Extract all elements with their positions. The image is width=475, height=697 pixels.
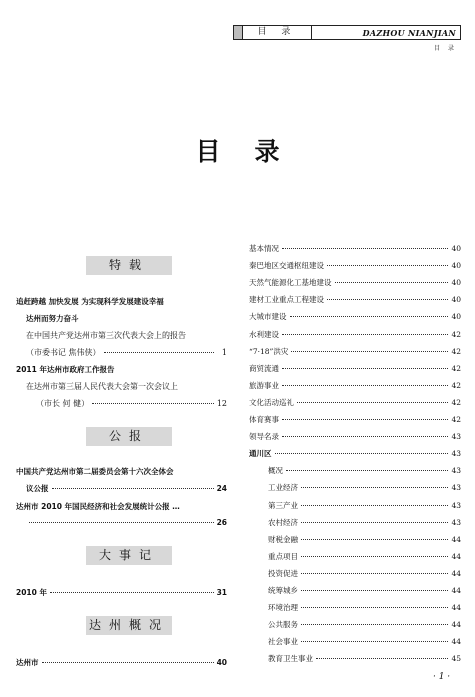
special-entry-2-page: 12 [216,399,227,408]
overview-entry-row[interactable] [16,657,227,668]
leader-dots [290,316,449,317]
toc-row-page: 42 [451,380,461,390]
toc-row[interactable] [249,329,461,340]
toc-row-label: 大城市建设 [249,312,287,322]
leader-dots [282,436,448,437]
district-row-page: 45 [451,654,461,664]
toc-row[interactable] [249,397,461,408]
toc-row-label: 商贸流通 [249,363,279,373]
toc-row[interactable] [249,346,461,357]
toc-row-label: 旅游事业 [249,380,279,390]
special-entry-1-subtitle: 在中国共产党达州市第三次代表大会上的报告 [26,331,186,340]
district-heading-label: 通川区 [249,449,272,459]
section-events: 大事记 [86,546,172,565]
leader-dots [282,385,448,386]
district-row[interactable] [268,517,461,528]
section-overview: 达州概况 [86,616,172,635]
bulletin-entry-1-b: 议公报 [26,484,49,493]
toc-row-label: 天然气能源化工基地建设 [249,278,332,288]
special-entry-1-author: （市委书记 焦伟侠） [26,348,101,357]
toc-row-page: 42 [451,415,461,424]
district-row-label: 第三产业 [268,500,298,510]
running-header [233,25,461,40]
district-row-page: 43 [451,483,461,493]
events-entry-row[interactable] [16,587,227,598]
header-label: 目 录 [243,26,312,39]
district-row-label: 重点项目 [268,551,298,561]
toc-row-label: 秦巴地区交通枢纽建设 [249,261,324,271]
toc-row[interactable] [249,243,461,254]
district-row[interactable] [268,500,461,511]
toc-row-label: 文化活动巡礼 [249,397,294,407]
toc-row[interactable] [249,431,461,442]
leader-dots [297,402,448,403]
toc-row-label: 水利建设 [249,329,279,339]
toc-row-label: 领导名录 [249,432,279,442]
district-row[interactable] [268,585,461,596]
district-row-label: 统筹城乡 [268,586,298,595]
district-row-label: 财税金融 [268,534,298,544]
bulletin-entry-1-row[interactable] [26,483,227,494]
district-row[interactable] [268,619,461,630]
district-row-page: 44 [451,568,461,578]
district-row-page: 44 [451,637,461,647]
toc-row-page: 42 [451,329,461,339]
leader-dots [291,351,448,352]
bulletin-entry-2-row[interactable] [26,518,227,527]
district-row-label: 社会事业 [268,637,298,647]
special-entry-1-page: 1 [221,348,227,357]
toc-row-page: 40 [451,312,461,322]
toc-row-page: 42 [451,346,461,356]
leader-dots [286,470,448,471]
special-entry-2-subtitle: 在达州市第三届人民代表大会第一次会议上 [26,382,178,391]
bulletin-entry-1-a: 中国共产党达州市第二届委员会第十六次全体会 [16,467,174,476]
district-row-page: 44 [451,534,461,544]
leader-dots [301,573,448,574]
leader-dots [316,658,448,659]
toc-row-page: 40 [451,244,461,253]
toc-row-label: “7·18”洪灾 [249,346,289,356]
leader-dots [301,607,448,608]
events-entry-label: 2010 年 [16,588,47,597]
special-entry-2-author-row[interactable] [36,398,227,409]
header-marker [234,26,243,39]
district-heading[interactable] [249,448,461,459]
leader-dots [50,592,214,593]
district-row-label: 公共服务 [268,620,298,630]
leader-dots [301,539,448,540]
leader-dots [301,641,448,642]
district-row-label: 工业经济 [268,483,298,493]
leader-dots [92,403,214,404]
page-title: 目录 [195,137,314,166]
leader-dots [301,522,448,523]
leader-dots [282,334,448,335]
leader-dots [104,352,214,353]
page-number: · 1 · [433,672,451,682]
leader-dots [42,662,214,663]
district-row-label: 教育卫生事业 [268,654,313,664]
leader-dots [282,419,448,420]
toc-row-label: 基本情况 [249,244,279,253]
district-row-page: 43 [451,517,461,527]
toc-row[interactable] [249,414,461,425]
toc-row[interactable] [249,311,461,322]
district-row[interactable] [268,636,461,647]
district-row[interactable] [268,568,461,579]
leader-dots [327,265,448,266]
toc-row-page: 40 [451,278,461,288]
bulletin-entry-2-a: 达州市 2010 年国民经济和社会发展统计公报 … [16,502,180,511]
special-entry-1-author-row[interactable] [26,347,227,358]
toc-row-page: 40 [451,295,461,305]
bulletin-entry-1-page: 24 [216,484,227,493]
section-special: 特载 [86,256,172,275]
toc-row-label: 建材工业重点工程建设 [249,295,324,305]
district-row-page: 44 [451,620,461,630]
leader-dots [29,522,214,523]
special-entry-2-author: （市长 何 健） [36,399,90,408]
toc-row[interactable] [249,294,461,305]
overview-entry-page: 40 [216,658,227,667]
district-row-label: 农村经济 [268,517,298,527]
toc-row[interactable] [249,277,461,288]
district-row-page: 44 [451,603,461,613]
toc-row-page: 43 [451,432,461,442]
section-bulletin: 公报 [86,427,172,446]
district-row[interactable] [268,465,461,476]
district-heading-page: 43 [451,449,461,459]
district-row-page: 43 [451,500,461,510]
leader-dots [282,368,448,369]
leader-dots [301,505,448,506]
district-row[interactable] [268,551,461,562]
district-row[interactable] [268,534,461,545]
toc-row[interactable] [249,380,461,391]
district-row-page: 43 [451,466,461,476]
bulletin-entry-2-page: 26 [216,518,227,527]
overview-entry-label: 达州市 [16,658,39,667]
leader-dots [301,590,448,591]
district-row[interactable] [268,482,461,493]
header-subtitle: 目 录 [434,45,457,52]
district-row-label: 投资促进 [268,568,298,578]
toc-row-label: 体育赛事 [249,415,279,424]
toc-row[interactable] [249,363,461,374]
leader-dots [327,299,448,300]
district-row[interactable] [268,602,461,613]
toc-row-page: 40 [451,261,461,271]
special-entry-1-title-b: 达州而努力奋斗 [26,314,79,323]
district-row-page: 44 [451,551,461,561]
toc-row[interactable] [249,260,461,271]
leader-dots [301,624,448,625]
district-row-label: 环境治理 [268,603,298,613]
toc-row-page: 42 [451,397,461,407]
header-title-en: DAZHOU NIANJIAN [362,27,456,38]
leader-dots [335,282,449,283]
leader-dots [282,248,448,249]
district-row[interactable] [268,653,461,664]
events-entry-page: 31 [216,588,227,597]
toc-row-page: 42 [451,363,461,373]
leader-dots [275,453,449,454]
district-row-page: 44 [451,586,461,595]
district-row-label: 概况 [268,466,283,476]
leader-dots [301,556,448,557]
leader-dots [301,487,448,488]
special-entry-2-title: 2011 年达州市政府工作报告 [16,365,115,374]
leader-dots [52,488,214,489]
special-entry-1-title-a: 追赶跨越 加快发展 为实现科学发展建设幸福 [16,297,164,306]
